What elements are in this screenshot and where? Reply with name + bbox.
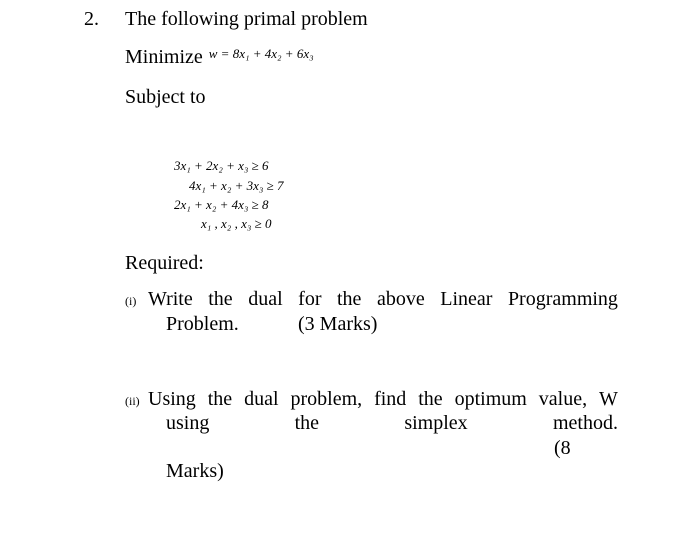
word: simplex [404,412,468,434]
word: using [166,412,210,434]
word: the [207,388,233,410]
constraint-3: 2x₁ + x₂ + 4x₃ ≥ 8 [174,197,269,212]
objective-function: w = 8x₁ + 4x₂ + 6x₃ [208,46,314,61]
objective-row [125,46,314,69]
item-ii-line-1 [148,388,618,411]
word: Write [148,288,193,310]
required-label: Required: [125,252,204,274]
item-marker-i: (i) [125,294,137,308]
item-ii-marks-close: Marks) [166,460,224,482]
word: Programming [507,288,618,310]
word: method. [552,412,618,434]
word: the [418,388,443,410]
question-title: The following primal problem [125,8,368,30]
word: Linear [440,288,493,310]
item-i-line-1 [148,288,618,311]
word: value, [538,388,588,410]
non-negativity-constraint: x₁ , x₂ , x₃ ≥ 0 [201,216,272,231]
word: find [374,388,407,410]
item-i-line-2: Problem. [166,313,239,335]
word: for [298,288,322,310]
word: W [599,388,618,410]
word: dual [248,288,283,310]
item-ii-line-2 [166,412,618,435]
word: the [208,288,233,310]
question-number: 2. [84,8,99,30]
word: dual [244,388,279,410]
minimize-label: Minimize [125,46,203,68]
word: problem, [290,388,363,410]
item-i-marks: (3 Marks) [298,313,378,335]
word: the [294,412,320,434]
constraint-2: 4x₁ + x₂ + 3x₃ ≥ 7 [189,178,284,193]
item-marker-ii: (ii) [125,394,140,408]
word: the [337,288,362,310]
subject-to-label: Subject to [125,86,206,108]
word: optimum [454,388,527,410]
item-ii-marks-open: (8 [554,437,571,459]
word: Using [148,388,196,410]
constraint-1: 3x₁ + 2x₂ + x₃ ≥ 6 [174,158,269,173]
word: above [376,288,425,310]
